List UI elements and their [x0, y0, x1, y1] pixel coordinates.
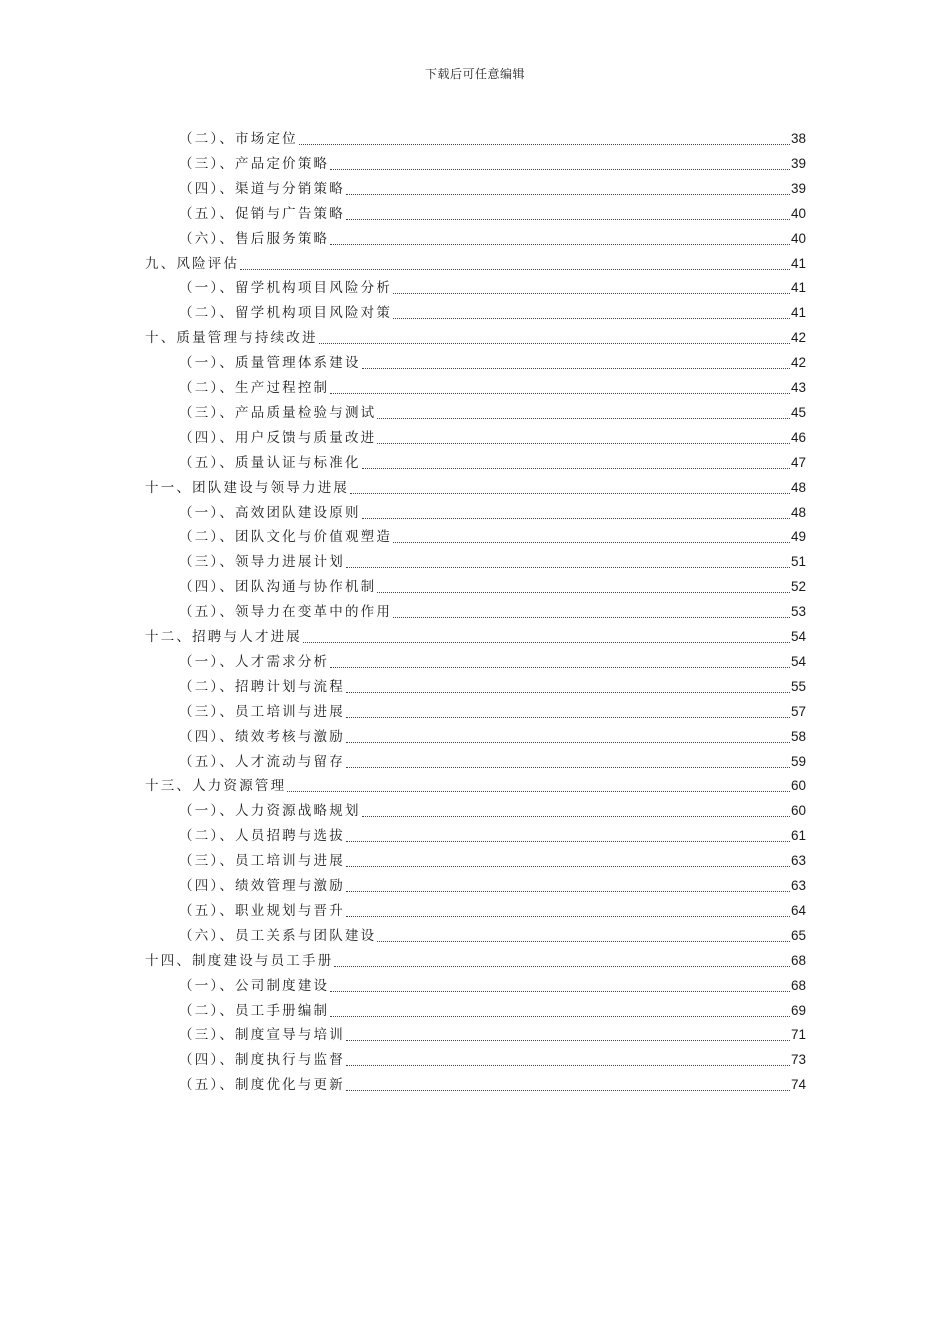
toc-page-number: 48: [790, 479, 806, 495]
toc-page-number: 63: [790, 853, 806, 869]
toc-dot-leader: [346, 1036, 790, 1041]
toc-section-entry[interactable]: [179, 699, 806, 721]
toc-chapter-entry[interactable]: [145, 251, 806, 273]
toc-entry-title: （二）、人员招聘与选拔: [179, 828, 345, 845]
toc-section-entry[interactable]: [179, 549, 806, 571]
toc-entry-title: （三）、产品质量检验与测试: [179, 404, 377, 421]
toc-page-number: 41: [790, 280, 806, 296]
toc-page-number: 68: [790, 952, 806, 968]
toc-page-number: 43: [790, 380, 806, 395]
toc-entry-title: （三）、制度宣导与培训: [179, 1027, 345, 1044]
toc-dot-leader: [346, 837, 790, 842]
toc-page-number: 42: [790, 330, 806, 346]
toc-section-entry[interactable]: [179, 275, 806, 297]
toc-chapter-entry[interactable]: [145, 624, 806, 646]
toc-page-number: 49: [790, 529, 806, 545]
toc-entry-title: 十二、招聘与人才进展: [145, 629, 302, 645]
toc-section-entry[interactable]: [179, 126, 806, 148]
toc-dot-leader: [330, 663, 790, 668]
toc-page-number: 63: [790, 878, 806, 893]
toc-dot-leader: [240, 265, 790, 270]
toc-page-number: 57: [790, 703, 806, 719]
toc-dot-leader: [346, 688, 790, 693]
toc-page-number: 60: [790, 778, 806, 794]
toc-dot-leader: [330, 1012, 790, 1017]
toc-section-entry[interactable]: [179, 300, 806, 322]
toc-dot-leader: [330, 987, 790, 992]
toc-dot-leader: [346, 713, 790, 718]
toc-entry-title: （一）、质量管理体系建设: [179, 355, 361, 372]
toc-page-number: 54: [790, 653, 806, 669]
toc-section-entry[interactable]: [179, 898, 806, 920]
toc-page-number: 41: [790, 305, 806, 321]
toc-section-entry[interactable]: [179, 176, 806, 198]
toc-section-entry[interactable]: [179, 923, 806, 945]
toc-page-number: 45: [790, 404, 806, 420]
toc-dot-leader: [346, 190, 790, 195]
toc-page-number: 61: [790, 828, 806, 844]
toc-page-number: 64: [790, 902, 806, 918]
toc-dot-leader: [346, 215, 790, 220]
toc-page-number: 46: [790, 429, 806, 445]
toc-dot-leader: [393, 613, 790, 618]
toc-page-number: 38: [790, 131, 806, 146]
toc-page-number: 41: [790, 255, 806, 271]
toc-page-number: 71: [790, 1027, 806, 1043]
toc-entry-title: 十、质量管理与持续改进: [145, 330, 318, 347]
toc-entry-title: （五）、质量认证与标准化: [179, 454, 361, 471]
toc-dot-leader: [393, 314, 790, 319]
toc-entry-title: （四）、绩效管理与激励: [179, 878, 345, 894]
toc-entry-title: （三）、领导力进展计划: [179, 554, 345, 571]
toc-section-entry[interactable]: [179, 425, 806, 447]
toc-entry-title: （二）、招聘计划与流程: [179, 678, 345, 695]
toc-dot-leader: [362, 364, 790, 369]
toc-section-entry[interactable]: [179, 375, 806, 397]
toc-page-number: 65: [790, 927, 806, 943]
toc-section-entry[interactable]: [179, 450, 806, 472]
toc-section-entry[interactable]: [179, 400, 806, 422]
toc-entry-title: （四）、渠道与分销策略: [179, 180, 345, 197]
toc-page-number: 54: [790, 629, 806, 644]
toc-section-entry[interactable]: [179, 823, 806, 845]
toc-dot-leader: [346, 887, 790, 892]
toc-entry-title: （四）、团队沟通与协作机制: [179, 579, 377, 596]
toc-entry-title: （五）、人才流动与留存: [179, 753, 345, 770]
toc-entry-title: 十三、人力资源管理: [145, 778, 287, 795]
toc-section-entry[interactable]: [179, 848, 806, 870]
toc-page-number: 47: [790, 454, 806, 470]
toc-page-number: 39: [790, 155, 806, 171]
toc-dot-leader: [330, 389, 790, 394]
toc-dot-leader: [287, 787, 790, 792]
toc-dot-leader: [303, 638, 790, 643]
toc-dot-leader: [362, 464, 790, 469]
toc-section-entry[interactable]: [179, 226, 806, 248]
toc-page-number: 73: [790, 1052, 806, 1068]
toc-page-number: 55: [790, 678, 806, 694]
toc-dot-leader: [346, 1086, 790, 1091]
toc-dot-leader: [362, 514, 790, 519]
toc-entry-title: （三）、员工培训与进展: [179, 853, 345, 870]
toc-entry-title: （二）、生产过程控制: [179, 380, 330, 396]
toc-entry-title: （五）、职业规划与晋升: [179, 902, 345, 919]
toc-dot-leader: [377, 937, 790, 942]
toc-section-entry[interactable]: [179, 649, 806, 671]
toc-entry-title: （五）、制度优化与更新: [179, 1077, 345, 1094]
toc-dot-leader: [346, 862, 790, 867]
toc-page-number: 48: [790, 504, 806, 520]
toc-dot-leader: [393, 289, 790, 294]
toc-section-entry[interactable]: [179, 350, 806, 372]
toc-entry-title: （三）、员工培训与进展: [179, 703, 345, 720]
toc-chapter-entry[interactable]: [145, 325, 806, 347]
toc-page-number: 42: [790, 355, 806, 371]
toc-section-entry[interactable]: [179, 201, 806, 223]
toc-entry-title: （五）、领导力在变革中的作用: [179, 604, 393, 621]
toc-entry-title: （四）、绩效考核与激励: [179, 728, 345, 745]
toc-dot-leader: [319, 339, 790, 344]
toc-page-number: 40: [790, 205, 806, 221]
toc-entry-title: （二）、团队文化与价值观塑造: [179, 529, 393, 546]
toc-entry-title: （六）、售后服务策略: [179, 230, 330, 247]
toc-chapter-entry[interactable]: [145, 773, 806, 795]
toc-entry-title: （一）、人才需求分析: [179, 653, 330, 670]
toc-dot-leader: [346, 738, 790, 743]
toc-section-entry[interactable]: [179, 524, 806, 546]
toc-section-entry[interactable]: [179, 724, 806, 746]
toc-entry-title: （一）、高效团队建设原则: [179, 504, 361, 521]
toc-dot-leader: [334, 962, 790, 967]
toc-page-number: 52: [790, 579, 806, 595]
toc-entry-title: （五）、促销与广告策略: [179, 205, 345, 222]
toc-section-entry[interactable]: [179, 1047, 806, 1069]
toc-dot-leader: [362, 812, 790, 817]
toc-chapter-entry[interactable]: [145, 475, 806, 497]
toc-page-number: 74: [790, 1077, 806, 1093]
toc-section-entry[interactable]: [179, 798, 806, 820]
toc-chapter-entry[interactable]: [145, 948, 806, 970]
toc-page-number: 69: [790, 1002, 806, 1018]
toc-section-entry[interactable]: [179, 749, 806, 771]
toc-dot-leader: [299, 140, 790, 145]
toc-page-number: 39: [790, 180, 806, 196]
toc-dot-leader: [346, 763, 790, 768]
toc-dot-leader: [346, 563, 790, 568]
toc-page-number: 51: [790, 554, 806, 570]
toc-entry-title: （一）、人力资源战略规划: [179, 803, 361, 820]
toc-entry-title: 九、风险评估: [145, 255, 240, 272]
toc-section-entry[interactable]: [179, 998, 806, 1020]
toc-entry-title: （四）、用户反馈与质量改进: [179, 429, 377, 446]
toc-dot-leader: [377, 414, 790, 419]
toc-dot-leader: [393, 538, 790, 543]
toc-entry-title: （二）、员工手册编制: [179, 1002, 330, 1019]
page-header: 下载后可任意编辑: [424, 67, 525, 81]
toc-dot-leader: [377, 439, 790, 444]
toc-page-number: 60: [790, 803, 806, 819]
toc-dot-leader: [346, 912, 790, 917]
toc-page-number: 59: [790, 753, 806, 769]
toc-section-entry[interactable]: [179, 574, 806, 596]
toc-entry-title: （一）、留学机构项目风险分析: [179, 280, 393, 297]
toc-section-entry[interactable]: [179, 151, 806, 173]
toc-dot-leader: [346, 1061, 790, 1066]
toc-section-entry[interactable]: [179, 1022, 806, 1044]
toc-entry-title: （一）、公司制度建设: [179, 977, 330, 994]
toc-entry-title: （三）、产品定价策略: [179, 155, 330, 172]
toc-page-number: 58: [790, 728, 806, 744]
toc-page-number: 40: [790, 230, 806, 246]
toc-section-entry[interactable]: [179, 873, 806, 895]
toc-entry-title: （二）、市场定位: [179, 131, 298, 147]
toc-dot-leader: [330, 240, 790, 245]
toc-section-entry[interactable]: [179, 674, 806, 696]
toc-section-entry[interactable]: [179, 500, 806, 522]
toc-entry-title: （六）、员工关系与团队建设: [179, 927, 377, 944]
toc-section-entry[interactable]: [179, 973, 806, 995]
toc-entry-title: （四）、制度执行与监督: [179, 1052, 345, 1069]
toc-section-entry[interactable]: [179, 599, 806, 621]
toc-entry-title: 十四、制度建设与员工手册: [145, 952, 334, 969]
toc-page-number: 53: [790, 604, 806, 620]
toc-dot-leader: [377, 588, 790, 593]
toc-entry-title: 十一、团队建设与领导力进展: [145, 479, 350, 496]
toc-page-number: 68: [790, 977, 806, 993]
toc-entry-title: （二）、留学机构项目风险对策: [179, 305, 393, 322]
toc-dot-leader: [330, 165, 790, 170]
toc-section-entry[interactable]: [179, 1072, 806, 1094]
toc-dot-leader: [350, 489, 790, 494]
